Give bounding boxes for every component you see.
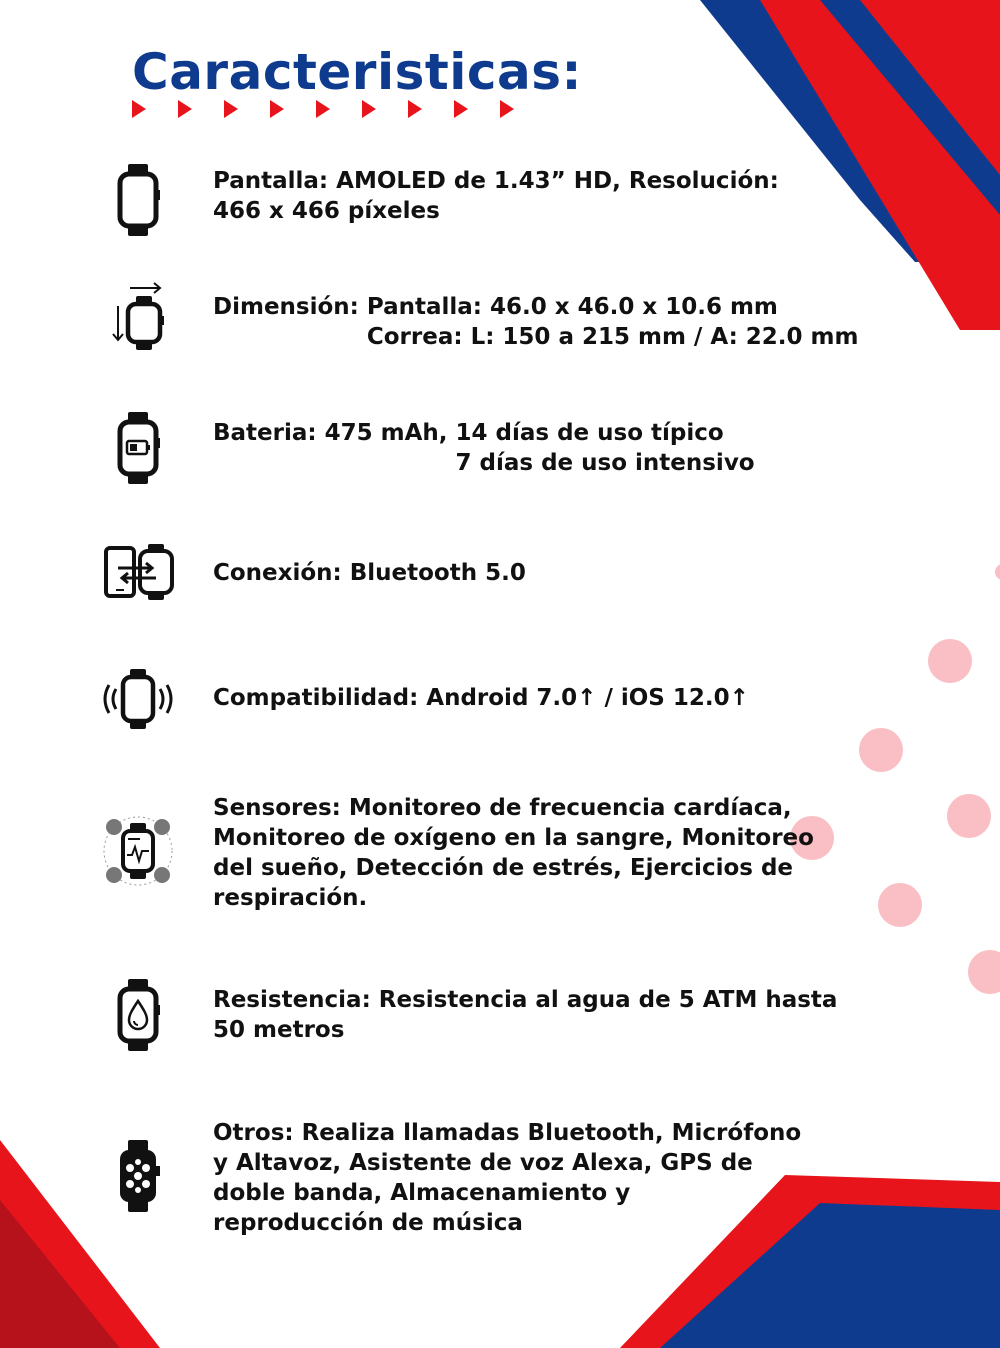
feature-line: doble banda, Almacenamiento y — [213, 1180, 631, 1206]
feature-value: 7 días de uso intensivo — [455, 450, 755, 476]
feature-line: y Altavoz, Asistente de voz Alexa, GPS de — [213, 1150, 753, 1176]
arrow-icon — [224, 100, 238, 118]
feature-line: Pantalla: AMOLED de 1.43” HD, Resolución: — [213, 168, 779, 194]
watch-sensors-icon — [100, 813, 176, 889]
watch-apps-icon — [100, 1138, 176, 1214]
feature-line: Conexión: Bluetooth 5.0 — [213, 560, 526, 586]
feature-label: Dimensión: — [213, 294, 359, 320]
feature-line: respiración. — [213, 885, 368, 911]
feature-line: 50 metros — [213, 1017, 345, 1043]
arrow-icon — [270, 100, 284, 118]
feature-line: reproducción de música — [213, 1210, 523, 1236]
watch-icon — [100, 162, 176, 238]
feature-value: Pantalla: 46.0 x 46.0 x 10.6 mm — [366, 294, 778, 320]
feature-line: Resistencia: Resistencia al agua de 5 ATM hasta — [213, 987, 838, 1013]
title-arrow-row — [132, 100, 514, 118]
watch-vibration-icon — [100, 661, 176, 737]
feature-value: Correa: L: 150 a 215 mm / A: 22.0 mm — [366, 324, 859, 350]
arrow-icon — [500, 100, 514, 118]
arrow-icon — [408, 100, 422, 118]
arrow-icon — [132, 100, 146, 118]
feature-line: Otros: Realiza llamadas Bluetooth, Micrófono — [213, 1120, 802, 1146]
arrow-icon — [454, 100, 468, 118]
arrow-icon — [316, 100, 330, 118]
feature-label: Bateria: 475 mAh, — [213, 420, 448, 446]
feature-line: del sueño, Detección de estrés, Ejercicios de — [213, 855, 794, 881]
feature-line: Sensores: Monitoreo de frecuencia cardíaca, — [213, 795, 792, 821]
feature-line: Monitoreo de oxígeno en la sangre, Monitoreo — [213, 825, 814, 851]
page-title: Caracteristicas: — [132, 43, 583, 101]
feature-line: 466 x 466 píxeles — [213, 198, 440, 224]
watch-battery-icon — [100, 410, 176, 486]
watch-water-drop-icon — [100, 977, 176, 1053]
feature-value: 14 días de uso típico — [455, 420, 724, 446]
arrow-icon — [362, 100, 376, 118]
phone-watch-connection-icon — [100, 534, 176, 610]
arrow-icon — [178, 100, 192, 118]
feature-line: Compatibilidad: Android 7.0↑ / iOS 12.0↑ — [213, 685, 749, 711]
watch-dimension-icon — [100, 280, 176, 356]
